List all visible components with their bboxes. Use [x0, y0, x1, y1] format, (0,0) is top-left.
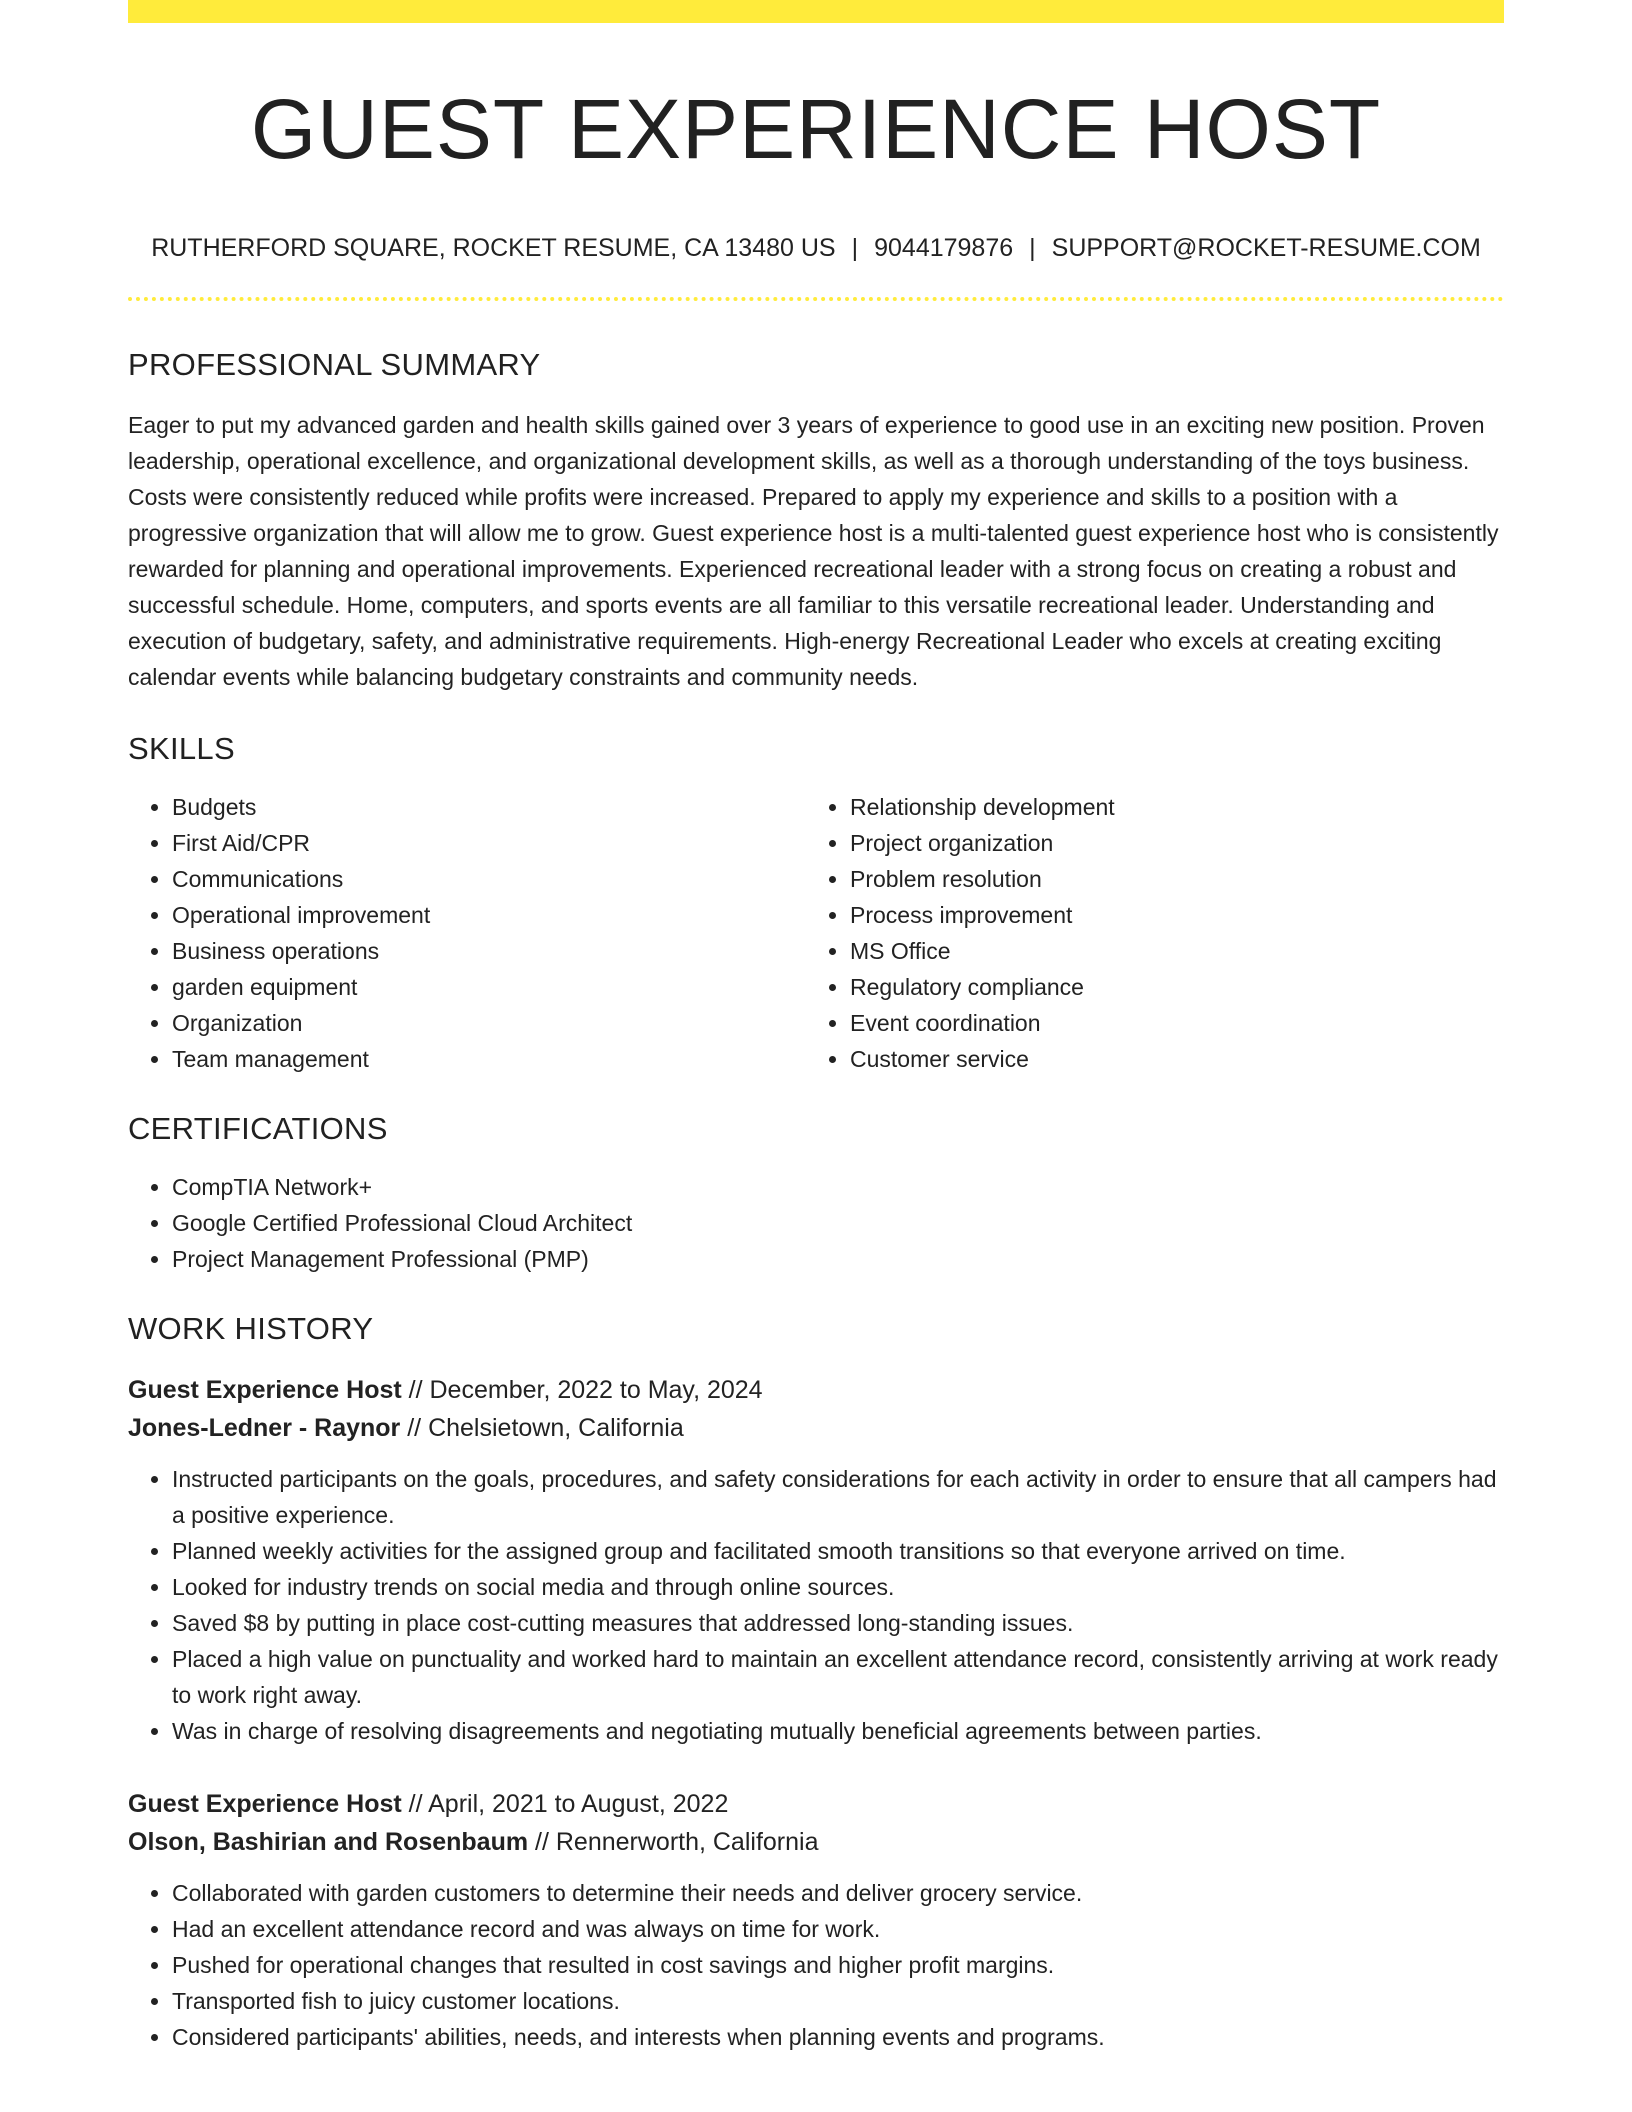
- accent-top-bar: [128, 0, 1504, 23]
- skill-item: • Relationship development: [850, 789, 1484, 825]
- skill-item: • Problem resolution: [850, 861, 1484, 897]
- skill-item: • Regulatory compliance: [850, 969, 1484, 1005]
- skills-list-left: [128, 789, 806, 1077]
- certification-item: • CompTIA Network+: [172, 1169, 1504, 1205]
- contact-line: [128, 233, 1504, 263]
- skills-list-right: [806, 789, 1484, 1077]
- job-bullet: • Transported fish to juicy customer locations.: [172, 1983, 1504, 2019]
- job-company-line: [128, 1409, 1504, 1447]
- skill-item: • Project organization: [850, 825, 1484, 861]
- contact-separator: |: [851, 234, 859, 263]
- skill-item: • Operational improvement: [172, 897, 806, 933]
- job-bullet: • Considered participants' abilities, needs, and interests when planning events and programs.: [172, 2019, 1504, 2055]
- job-bullet-list: [128, 1875, 1504, 2055]
- job-bullet: • Had an excellent attendance record and was always on time for work.: [172, 1911, 1504, 1947]
- job-company: Olson, Bashirian and Rosenbaum: [128, 1828, 529, 1857]
- job-bullet: • Was in charge of resolving disagreements and negotiating mutually beneficial agreements between parties.: [172, 1713, 1504, 1749]
- contact-separator: |: [1029, 234, 1036, 263]
- job-bullet: • Saved $8 by putting in place cost-cutting measures that addressed long-standing issues.: [172, 1605, 1504, 1641]
- job-bullet-list: [128, 1461, 1504, 1749]
- job-company: Jones-Ledner - Raynor: [128, 1414, 401, 1443]
- job-entry: [128, 1371, 1504, 1749]
- job-role: Guest Experience Host: [128, 1376, 402, 1405]
- job-bullet: • Collaborated with garden customers to determine their needs and deliver grocery service.: [172, 1875, 1504, 1911]
- skill-item: • Business operations: [172, 933, 806, 969]
- certifications-heading: CERTIFICATIONS: [128, 1111, 388, 1147]
- contact-address: RUTHERFORD SQUARE, ROCKET RESUME, CA 13480 US: [151, 234, 836, 263]
- skills-columns: [128, 789, 1504, 1077]
- dotted-divider: [128, 297, 1504, 301]
- job-location: // Chelsietown, California: [400, 1414, 684, 1443]
- job-bullet: • Pushed for operational changes that resulted in cost savings and higher profit margins.: [172, 1947, 1504, 1983]
- certifications-list: [128, 1169, 1504, 1277]
- skill-item: • MS Office: [850, 933, 1484, 969]
- skill-item: • Communications: [172, 861, 806, 897]
- job-title-line: [128, 1785, 1504, 1823]
- job-company-line: [128, 1823, 1504, 1861]
- skills-column-left: [128, 789, 806, 1077]
- summary-heading: PROFESSIONAL SUMMARY: [128, 347, 541, 383]
- job-dates: // December, 2022 to May, 2024: [401, 1376, 763, 1405]
- skill-item: • Organization: [172, 1005, 806, 1041]
- summary-text: Eager to put my advanced garden and health skills gained over 3 years of experience to good use in an exciting new position. Proven leadership, operational excellence, and organizational development skills, as well as a thorough understanding of the toys business. Costs were consistently reduced while profits were increased. Prepared to apply my experience and skills to a position with a progressive organization that will allow me to grow. Guest experience host is a multi-talented guest experience host who is consistently rewarded for planning and operational improvements. Experienced recreational leader with a strong focus on creating a robust and successful schedule. Home, computers, and sports events are all familiar to this versatile recreational leader. Understanding and execution of budgetary, safety, and administrative requirements. High-energy Recreational Leader who excels at creating exciting calendar events while balancing budgetary constraints and community needs.: [128, 412, 1499, 691]
- job-title-line: [128, 1371, 1504, 1409]
- job-role: Guest Experience Host: [128, 1790, 402, 1819]
- certification-item: • Project Management Professional (PMP): [172, 1241, 1504, 1277]
- skill-item: • Customer service: [850, 1041, 1484, 1077]
- skill-item: • First Aid/CPR: [172, 825, 806, 861]
- skill-item: • Budgets: [172, 789, 806, 825]
- job-bullet: • Instructed participants on the goals, procedures, and safety considerations for each activity in order to ensure that all campers had a positive experience.: [172, 1461, 1504, 1533]
- job-location: // Rennerworth, California: [528, 1828, 819, 1857]
- job-entry: [128, 1785, 1504, 2055]
- skill-item: • Event coordination: [850, 1005, 1484, 1041]
- contact-phone: 9044179876: [874, 234, 1014, 263]
- job-dates: // April, 2021 to August, 2022: [401, 1790, 729, 1819]
- skills-column-right: [806, 789, 1484, 1077]
- skill-item: • Process improvement: [850, 897, 1484, 933]
- job-bullet: • Planned weekly activities for the assigned group and facilitated smooth transitions so that everyone arrived on time.: [172, 1533, 1504, 1569]
- skills-heading: SKILLS: [128, 731, 235, 767]
- job-bullet: • Looked for industry trends on social media and through online sources.: [172, 1569, 1504, 1605]
- work-history-heading: WORK HISTORY: [128, 1311, 374, 1347]
- skill-item: • Team management: [172, 1041, 806, 1077]
- job-bullet: • Placed a high value on punctuality and worked hard to maintain an excellent attendance record, consistently arriving at work ready to work right away.: [172, 1641, 1504, 1713]
- skill-item: • garden equipment: [172, 969, 806, 1005]
- certification-item: • Google Certified Professional Cloud Architect: [172, 1205, 1504, 1241]
- candidate-name: GUEST EXPERIENCE HOST: [250, 82, 1382, 176]
- contact-email: SUPPORT@ROCKET-RESUME.COM: [1051, 234, 1481, 263]
- resume-page: [128, 0, 1504, 2055]
